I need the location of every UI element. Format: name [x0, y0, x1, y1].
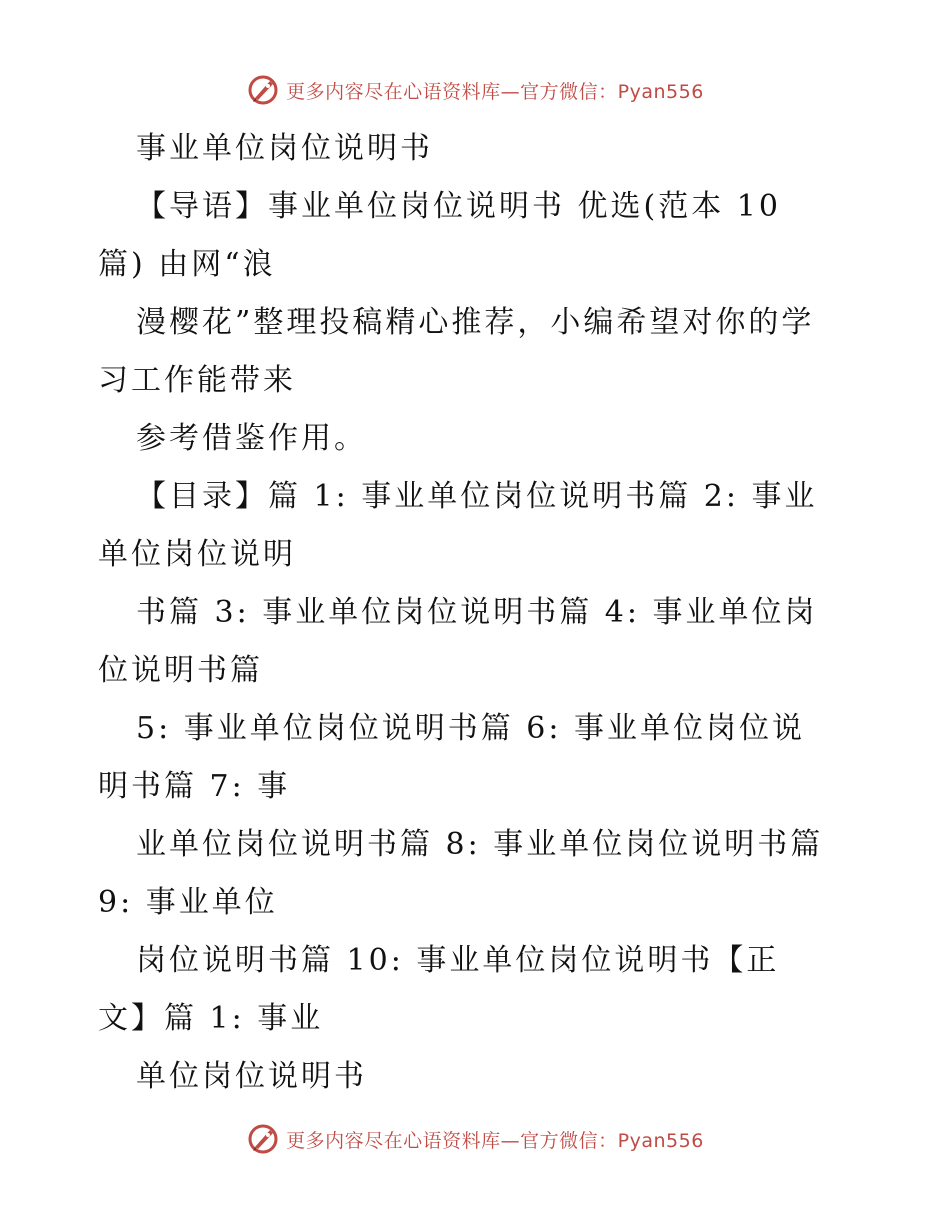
text-line: 单位岗位说明书: [136, 1059, 367, 1094]
document-body: [98, 120, 858, 1106]
text-line: 9: 事业单位: [98, 885, 278, 920]
text-line: 单位岗位说明: [98, 537, 296, 572]
text-line: 5: 事业单位岗位说明书篇 6: 事业单位岗位说: [136, 711, 805, 746]
footer-banner: [0, 1122, 950, 1156]
text-line: 明书篇 7: 事: [98, 769, 291, 804]
text-line: 书篇 3: 事业单位岗位说明书篇 4: 事业单位岗: [136, 595, 818, 630]
quill-pen-logo-icon: [246, 1122, 280, 1156]
text-line: 习工作能带来: [98, 363, 296, 398]
banner-text: 更多内容尽在心语资料库—官方微信：Pyan556: [286, 1129, 704, 1152]
text-line: 【导语】事业单位岗位说明书 优选(范本 10: [136, 189, 781, 224]
text-line: 岗位说明书篇 10: 事业单位岗位说明书【正: [136, 943, 780, 978]
quill-pen-logo-icon: [246, 73, 280, 107]
header-banner: [0, 73, 950, 107]
banner-text: 更多内容尽在心语资料库—官方微信：Pyan556: [286, 80, 704, 103]
text-line: 参考借鉴作用。: [136, 421, 367, 456]
text-line: 业单位岗位说明书篇 8: 事业单位岗位说明书篇: [136, 827, 824, 862]
text-line: 文】篇 1: 事业: [98, 1001, 324, 1036]
text-line: 篇) 由网“浪: [98, 247, 276, 282]
text-line: 漫樱花”整理投稿精心推荐，小编希望对你的学: [136, 305, 815, 340]
text-line: 事业单位岗位说明书: [136, 131, 433, 166]
text-line: 位说明书篇: [98, 653, 263, 688]
text-line: 【目录】篇 1: 事业单位岗位说明书篇 2: 事业: [136, 479, 818, 514]
